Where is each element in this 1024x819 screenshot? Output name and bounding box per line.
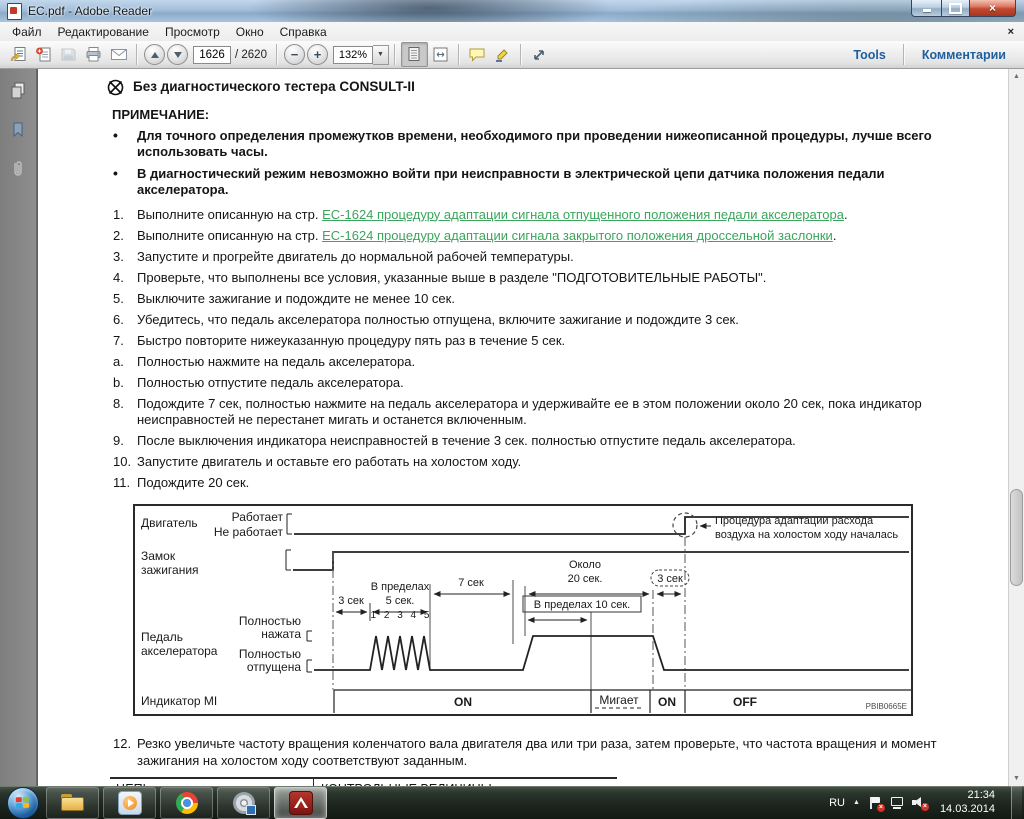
plus-icon: + [313, 46, 322, 62]
save-button[interactable] [56, 43, 81, 66]
language-indicator[interactable]: RU [829, 796, 845, 809]
svg-text:Мигает: Мигает [599, 692, 639, 707]
list-item [113, 207, 946, 224]
previous-page-button[interactable] [144, 44, 165, 65]
navigation-sidebar [0, 69, 37, 786]
menu-help[interactable]: Справка [279, 24, 327, 39]
menu-view[interactable]: Просмотр [164, 24, 220, 39]
attachments-paperclip-icon[interactable] [10, 159, 26, 179]
svg-text:3 сек: 3 сек [338, 594, 364, 607]
show-hidden-icons-button[interactable]: ▲ [853, 799, 860, 806]
step-text: Запустите и прогрейте двигатель до нормальной рабочей температуры. [137, 248, 574, 264]
step-number: 5. [113, 290, 124, 306]
svg-text:акселератора: акселератора [141, 643, 218, 658]
step-text: Подождите 7 сек, полностью нажмите на педаль акселератора и удерживайте ее в этом положении около 20 сек, пока индикатор неисправностей не перестанет мигать и останется включенным. [137, 395, 922, 427]
window-title: EC.pdf - Adobe Reader [28, 4, 153, 18]
page-total-label: / 2620 [235, 48, 267, 61]
zoom-in-button[interactable] [307, 44, 328, 65]
tools-panel-button[interactable]: Tools [853, 47, 886, 62]
pdf-file-icon [7, 3, 22, 20]
step-number: 6. [113, 311, 124, 327]
svg-text:1 2 3 4 5: 1 2 3 4 5 [370, 609, 430, 621]
timing-diagram [133, 504, 913, 716]
step-number: 8. [113, 395, 124, 411]
step-text-post: . [832, 227, 837, 243]
menubar-close-icon[interactable]: × [1007, 25, 1014, 38]
step-number: b. [113, 374, 124, 390]
link-ec-1624-released-pedal[interactable]: EC-1624 процедуру адаптации сигнала отпущенного положения педали акселератора [322, 206, 844, 222]
toolbar-separator [136, 44, 138, 65]
list-item [113, 433, 946, 450]
list-item [113, 375, 946, 392]
bullet-icon: • [113, 126, 118, 143]
step-text: Убедитесь, что педаль акселератора полностью отпущена, включите зажигание и подождите 3 сек. [137, 311, 739, 327]
work-area [0, 69, 1024, 786]
svg-text:Не работает: Не работает [213, 524, 283, 539]
date-label: 14.03.2014 [939, 802, 995, 815]
network-icon[interactable] [890, 796, 904, 809]
step-number: 10. [113, 454, 132, 469]
system-tray [829, 786, 1024, 819]
page-number-input[interactable] [193, 46, 231, 64]
start-button[interactable] [7, 787, 39, 819]
highlight-button[interactable] [490, 43, 515, 66]
svg-text:ON: ON [454, 694, 472, 709]
document-content [38, 69, 1008, 786]
step-text: Полностью отпустите педаль акселератора. [137, 374, 404, 390]
step-number: 11. [113, 475, 131, 490]
svg-text:Процедура адаптации расхода: Процедура адаптации расхода [715, 514, 874, 527]
step-text [137, 207, 946, 224]
taskbar-adobe-reader[interactable] [274, 787, 327, 819]
step-text: После выключения индикатора неисправностей в течение 3 сек. полностью отпустите педаль акселератора. [137, 433, 796, 448]
svg-text:Около: Около [568, 558, 602, 571]
scrolling-mode-button[interactable] [401, 42, 428, 67]
print-button[interactable] [81, 43, 106, 66]
list-item [113, 270, 946, 287]
step-number: 7. [113, 332, 124, 348]
scroll-up-icon: ▲ [1013, 73, 1020, 80]
scroll-up-button[interactable] [1009, 69, 1024, 84]
svg-text:OFF: OFF [733, 694, 757, 709]
step-number: a. [113, 353, 124, 369]
media-player-icon [118, 791, 142, 815]
step-text: Подождите 20 сек. [137, 475, 250, 490]
save-icon [60, 46, 77, 63]
no-consult-tester-icon [106, 78, 125, 97]
svg-text:Полностью: Полностью [238, 613, 301, 628]
vertical-scrollbar[interactable] [1008, 69, 1024, 786]
comments-panel-button[interactable]: Комментарии [921, 47, 1006, 62]
note-item [113, 128, 946, 161]
open-file-icon [10, 46, 27, 63]
diagonal-arrows-icon [531, 47, 547, 63]
step-number: 1. [113, 206, 124, 222]
list-item [113, 396, 946, 429]
step-number: 3. [113, 248, 124, 264]
page-down-icon [174, 52, 182, 58]
minimize-button[interactable] [911, 0, 942, 17]
timing-diagram-figure [133, 504, 1008, 721]
maximize-icon [949, 3, 962, 14]
svg-text:20 сек.: 20 сек. [567, 572, 603, 585]
adobe-reader-icon [289, 791, 313, 815]
explorer-folder-icon [61, 794, 85, 811]
svg-text:ON: ON [658, 694, 676, 709]
close-icon: × [988, 1, 996, 15]
list-item [113, 249, 946, 266]
list-item [113, 354, 946, 371]
step-number: 2. [113, 227, 124, 243]
menu-edit[interactable]: Редактирование [57, 24, 149, 39]
step-text: Выключите зажигание и подождите не менее 10 сек. [137, 290, 455, 306]
fit-page-icon [432, 46, 449, 63]
time-label: 21:34 [967, 789, 995, 801]
maximize-button[interactable] [942, 0, 969, 17]
minus-icon: − [290, 46, 299, 62]
toolbar [0, 41, 1024, 69]
comment-button[interactable] [465, 43, 490, 66]
windows-taskbar [0, 786, 1024, 819]
volume-muted-icon[interactable]: × [912, 796, 927, 809]
create-pdf-icon [35, 46, 52, 63]
svg-text:5 сек.: 5 сек. [385, 594, 415, 607]
disc-icon [233, 792, 255, 814]
highlighter-icon [494, 46, 511, 63]
svg-text:воздуха на холостом ходу начал: воздуха на холостом ходу началась [715, 528, 899, 541]
scrollbar-thumb[interactable] [1010, 489, 1023, 586]
step-number: 12. [113, 736, 132, 751]
svg-text:зажигания: зажигания [141, 562, 199, 577]
note-text: В диагностический режим невозможно войти при неисправности в электрической цепи датчика положения педали акселератора. [137, 165, 885, 197]
step-text-pre: Выполните описанную на стр. [137, 206, 323, 222]
svg-text:Двигатель: Двигатель [141, 515, 198, 530]
page-thumbnails-icon[interactable] [9, 81, 27, 101]
zoom-out-button[interactable] [284, 44, 305, 65]
next-page-button[interactable] [167, 44, 188, 65]
toolbar-separator [394, 44, 396, 65]
step-text-pre: Выполните описанную на стр. [137, 227, 323, 243]
toolbar-right-panel [853, 44, 1018, 65]
step-number: 9. [113, 433, 124, 448]
step-text: Полностью нажмите на педаль акселератора. [137, 353, 416, 369]
step-text [137, 228, 946, 245]
step-text: Запустите двигатель и оставьте его работать на холостом ходу. [137, 454, 522, 469]
toolbar-separator [520, 44, 522, 65]
open-file-button[interactable] [6, 43, 31, 66]
svg-text:Работает: Работает [231, 509, 283, 524]
pdf-page [37, 69, 1008, 786]
page-up-icon [151, 52, 159, 58]
list-item [113, 228, 946, 245]
svg-text:PBIB0665E: PBIB0665E [865, 701, 907, 711]
window-titlebar[interactable] [0, 0, 1024, 23]
svg-text:Педаль: Педаль [141, 629, 183, 644]
note-item [113, 166, 946, 199]
clock[interactable] [935, 789, 1000, 816]
list-item [113, 736, 946, 769]
scroll-down-button[interactable] [1009, 771, 1024, 786]
svg-text:Замок: Замок [141, 548, 176, 563]
taskbar-disc-tool[interactable] [217, 787, 270, 819]
bullet-icon: • [113, 164, 118, 181]
email-button[interactable] [106, 43, 131, 66]
window-controls [911, 0, 1016, 17]
list-item [113, 454, 946, 471]
menu-window[interactable]: Окно [235, 24, 264, 39]
step-text: Быстро повторите нижеуказанную процедуру пять раз в течение 5 сек. [137, 332, 566, 348]
step-text: Резко увеличьте частоту вращения коленчатого вала двигателя два или три раза, затем проверьте, что частота вращения и момент зажигания на холостом ходу соответствуют заданным. [137, 736, 937, 768]
section-heading [106, 78, 1008, 97]
note-text: Для точного определения промежутков времени, необходимого при проведении нижеописанной процедуры, лучше всего использовать часы. [137, 127, 932, 159]
show-desktop-button[interactable] [1011, 786, 1022, 819]
step-number: 4. [113, 269, 124, 285]
speech-bubble-icon [468, 46, 486, 63]
windows-logo-icon [16, 796, 31, 809]
svg-text:3 сек: 3 сек [657, 572, 683, 585]
toolbar-separator [458, 44, 460, 65]
chrome-icon [176, 792, 198, 814]
list-item [113, 475, 946, 492]
step-text: Проверьте, что выполнены все условия, указанные выше в разделе "ПОДГОТОВИТЕЛЬНЫЕ РАБОТЫ". [137, 269, 767, 285]
menu-bar [0, 22, 1024, 42]
zoom-dropdown-button[interactable] [373, 45, 389, 65]
svg-text:Полностью: Полностью [238, 646, 301, 661]
step-text-post: . [843, 206, 848, 222]
bookmarks-icon[interactable] [10, 121, 26, 139]
list-item [113, 333, 946, 350]
svg-text:В пределах 10 сек.: В пределах 10 сек. [533, 598, 631, 611]
fit-page-button[interactable] [428, 43, 453, 66]
svg-text:7 сек: 7 сек [458, 576, 484, 589]
menu-file[interactable]: Файл [12, 24, 42, 39]
close-button[interactable] [969, 0, 1016, 17]
taskbar-chrome[interactable] [160, 787, 213, 819]
list-item [113, 291, 946, 308]
scroll-down-icon: ▼ [1013, 775, 1020, 782]
email-icon [110, 46, 128, 63]
toolbar-separator [903, 44, 905, 65]
toolbar-separator [276, 44, 278, 65]
list-item [113, 312, 946, 329]
taskbar-windows-explorer[interactable] [46, 787, 99, 819]
svg-text:Индикатор MI: Индикатор MI [141, 693, 218, 708]
create-pdf-button[interactable] [31, 43, 56, 66]
page-view-icon [406, 46, 422, 63]
print-icon [85, 46, 102, 63]
svg-text:В пределах: В пределах [370, 580, 430, 593]
chevron-down-icon: ▼ [377, 51, 384, 58]
action-center-flag-icon[interactable]: × [868, 796, 882, 810]
heading-text: Без диагностического тестера CONSULT-II [133, 79, 415, 95]
fullscreen-button[interactable] [527, 43, 552, 66]
note-label: ПРИМЕЧАНИЕ: [112, 107, 210, 122]
minimize-icon [923, 9, 931, 12]
zoom-level-display[interactable]: 132% [333, 46, 373, 64]
link-ec-1624-closed-throttle[interactable]: EC-1624 процедуру адаптации сигнала закрытого положения дроссельной заслонки [322, 227, 833, 243]
taskbar-media-player[interactable] [103, 787, 156, 819]
svg-text:нажата: нажата [261, 626, 301, 641]
svg-text:отпущена: отпущена [246, 659, 301, 674]
